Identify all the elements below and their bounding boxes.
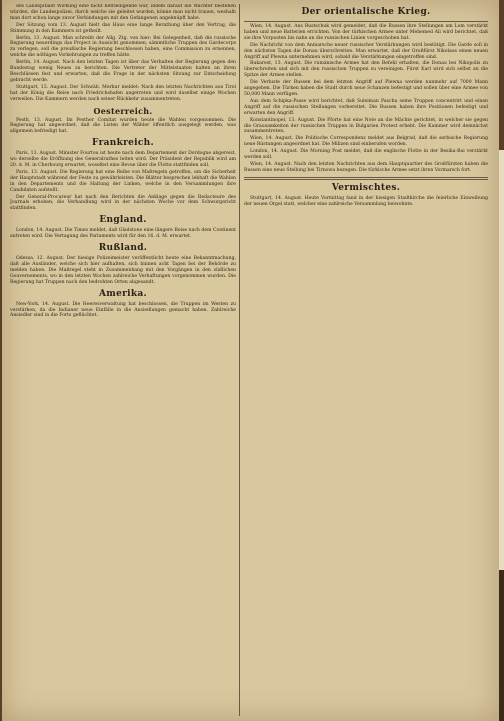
section-heading-oriental-war: Der orientalische Krieg. [301,7,431,17]
article-paris-1: Paris, 13. August. Minister Fourtou ist heute nach dem Departement der Dordogne abgereist, wo derselbe die Eröffnung des Generalrathes leiten wird. Der Präsident der Republik wird am 20. d. M. in Cherbourg erwartet, woselbst eine Revue über die Flotte stattfinden soll. [10,151,236,169]
right-column [244,4,488,716]
left-column [10,4,236,716]
article-berlin-2: Berlin, 14. August. Nach den letzten Tagen ist über das Verhalten der Regierung gegen den Bundestag wenig Neues zu berichten. Die Vertreter der Mittelstaaten halten an ihren Beschlüssen fest und erwarten, daß die Frage in der nächsten Sitzung zur Entscheidung gebracht werde. [10,60,236,83]
article-war-2: Die Nachricht von dem Anmarsche neuer russischer Verstärkungen wird bestätigt. Die Garde soll in den nächsten Tagen die Donau überschreiten. Man erwartet, daß der Großfürst Nikolaus einen neuen Angriff auf Plewna unternehmen wird, sobald die Verstärkungen eingetroffen sind. [244,42,488,60]
article-war-4: Die Verluste der Russen bei dem letzten Angriff auf Plewna werden nunmehr auf 7000 Mann angegeben. Die Türken haben die Stadt durch neue Schanzen befestigt und sollen über eine Armee von 50,000 Mann verfügen. [244,80,488,97]
binding-edge [499,570,504,721]
article-wien-3: Wien, 14. August. Nach den letzten Nachrichten aus dem Hauptquartier des Großfürsten haben die Russen eine neue Stellung bei Tirnowa bezogen. Die türkische Armee setzt ihren Vormarsch fort. [244,161,488,173]
article-paris-3: Der General-Procureur hat nach den Berichten die Anklage gegen die Redacteure des Journals erhoben; die Verhandlung wird in der nächsten Woche vor dem Schwurgericht stattfinden. [10,194,236,212]
section-heading-austria: Oesterreich. [93,105,153,116]
article-war-1: Wien, 14. August. Aus Rustschuk wird gemeldet, daß die Russen ihre Stellungen am Lom verstärkt haben und neue Batterien errichten. Von der türkischen Armee unter Mehemed Ali wird berichtet, daß sie ihre Vorposten bis nahe an die russischen Linien vorgeschoben hat. [244,24,488,41]
divider [244,21,488,22]
article-stuttgart: Stuttgart, 13. August. Der Schwäb. Merkur meldet: Nach den letzten Nachrichten aus Tirol hat der König die Reise nach Friedrichshafen angetreten und wird daselbst einige Wochen verweilen. Die Kammern werden nach seiner Rückkehr zusammentreten. [10,84,236,102]
article-paragraph: Der Sitzung vom 13. August hielt das Haus eine lange Berathung über den Vertrag, die Stimmung in den Kammern ist getheilt. [10,22,236,34]
article-war-3: Bukarest, 13. August. Die rumänische Armee hat den Befehl erhalten, die Donau bei Nikopolis zu überschreiten und sich mit den russischen Truppen zu vereinigen. Fürst Karl wird sich selbst an die Spitze der Armee stellen. [244,61,488,79]
article-newyork: New-York, 14. August. Die Heeresverwaltung hat beschlossen, die Truppen im Westen zu verstärken, da die Indianer neue Einfälle in die Ansiedlungen gemacht haben. Zahlreiche Ansiedler sind in die Forts geflüchtet. [10,301,236,319]
article-konstantinopel: Konstantinopel, 13. August. Die Pforte hat eine Note an die Mächte gerichtet, in welcher sie gegen die Grausamkeiten der russischen Truppen in Bulgarien Protest erhebt. Die Kammer wird demnächst zusammentreten. [244,117,488,135]
article-paris-2: Paris, 13. August. Die Regierung hat eine Reihe von Maßregeln getroffen, um die Sicherheit der Hauptstadt während der Feste zu gewährleisten. Die Blätter besprechen lebhaft die Wahlen in den Departements und die Haltung der Linken, welche in den Versammlungen ihre Candidaten aufstellt. [10,169,236,193]
column-divider [239,4,240,716]
divider [244,177,488,180]
article-odessa: Odessa, 12. August. Der hiesige Polizeimeister veröffentlicht heute eine Bekanntmachung, daß alle Ausländer, welche sich hier aufhalten, sich binnen acht Tagen bei der Behörde zu melden haben. Die Maßregel steht in Zusammenhang mit den Vorgängen in den südlichen Gouvernements, wo in den letzten Wochen zahlreiche Verhaftungen vorgenommen wurden. Die Regierung hat Truppen nach den bedrohten Orten abgesandt. [10,256,236,285]
article-pesth: Pesth, 13. August. Im Pesther Comitat wurden heute die Wahlen vorgenommen. Die Regierung hat angeordnet, daß die Listen der Wähler öffentlich ausgelegt werden, was allgemein befriedigt hat. [10,117,236,135]
newspaper-page [2,0,499,721]
section-heading-america: Amerika. [99,288,147,299]
adjacent-page-edge [499,150,504,570]
article-war-5: Aus dem Schipka-Passe wird berichtet, daß Suleiman Pascha seine Truppen concentrirt und einen Angriff auf die russischen Stellungen vorbereitet. Die Russen haben ihre Positionen befestigt und erwarten den Angriff. [244,98,488,116]
section-heading-england: England. [99,215,147,226]
article-misc-1: Stuttgart, 14. August. Heute Vormittag fand in der hiesigen Stadtkirche die feierliche Einweihung der neuen Orgel statt, welcher eine zahlreiche Versammlung beiwohnte. [244,195,488,207]
article-berlin-1: Berlin, 13. August. Man schreibt der Allg. Ztg. von hier: Bei Gelegenheit, daß die russische Regierung neuerdings das Project in Aussicht genommen, sämmtliche Truppen des Gardecorps zu verlegen, soll die preußische Regierung beschlossen haben, eine Commission zu ernennen, welche die nöthigen Vorkehrungen zu treffen hätte. [10,35,236,59]
article-london-2: London, 14. August. Die Morning Post meldet, daß die englische Flotte in der Besika-Bai verstärkt werden soll. [244,149,488,161]
section-heading-russia: Rußland. [98,243,148,254]
article-paragraph: des Landspitalet Wirkung eine nicht befriedigende war, indem darauf die Wächter bestehen würden, die Landespolizei, durch welche sie geleitet wurden, könne man nicht trauen, weshalb man dort schon lange zuvor Verbindungen mit den Gefangenen angeknüpft habe. [10,4,236,21]
section-heading-misc: Vermischtes. [331,182,401,193]
section-heading-france: Frankreich. [92,138,154,149]
article-london: London, 14. August. Die Times meldet, daß Gladstone eine längere Reise nach dem Continent antreten wird. Die Vertagung des Parlaments wird für den 16. d. M. erwartet. [10,228,236,240]
article-wien-2: Wien, 14. August. Die Politische Correspondenz meldet aus Belgrad, daß die serbische Regierung neue Rüstungen angeordnet hat. Die Milizen sind einberufen worden. [244,136,488,148]
